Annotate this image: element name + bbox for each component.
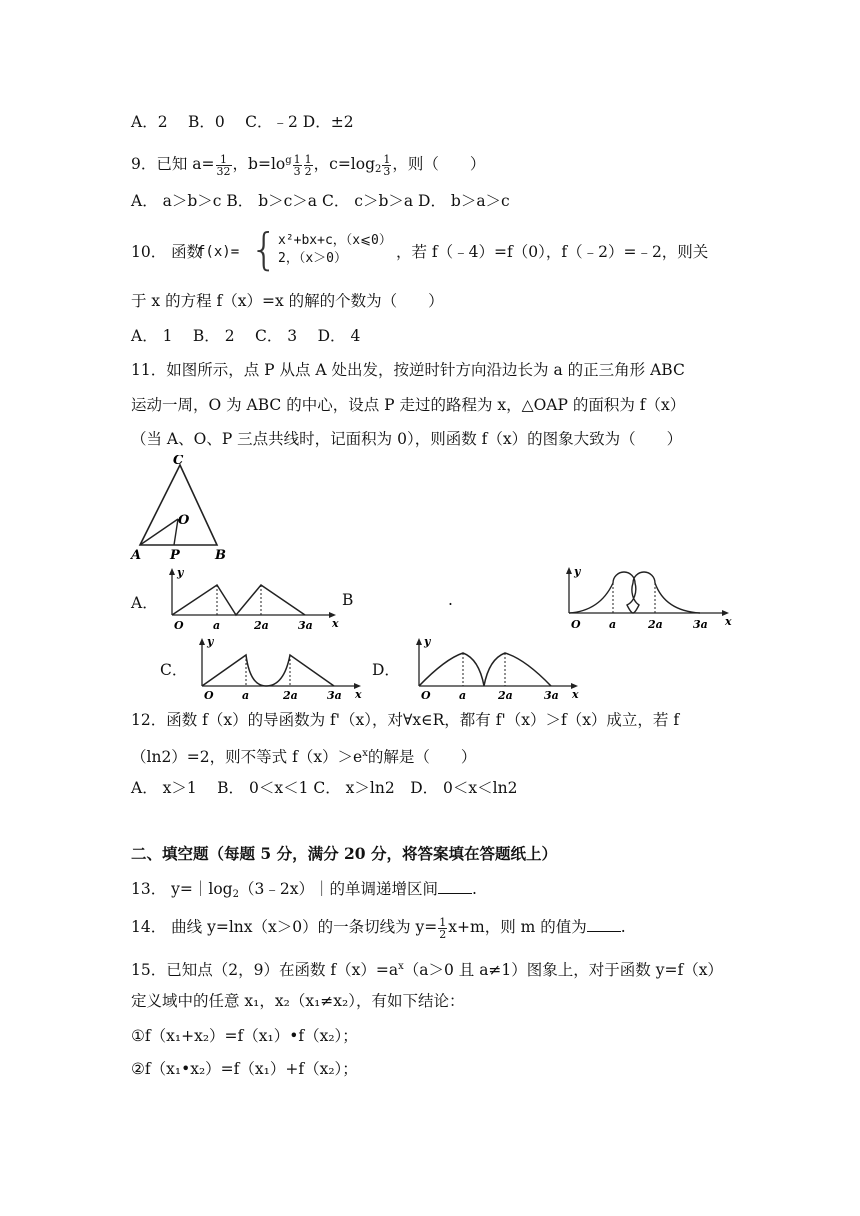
graph-a-y-label: y bbox=[177, 566, 184, 579]
q9-a-exp: 2 bbox=[223, 164, 231, 178]
q13-sub: 2 bbox=[232, 889, 239, 900]
q11-line2: 运动一周，O 为 ABC 的中心，设点 P 走过的路程为 x，△OAP 的面积为 f（x） bbox=[131, 396, 686, 414]
graph-b bbox=[555, 562, 735, 634]
option-a-label: A． bbox=[131, 594, 158, 612]
q9-b-base-den: 3 bbox=[293, 164, 301, 178]
q9-a-den: 3 bbox=[216, 164, 224, 178]
q9-b-g: g bbox=[285, 155, 292, 166]
q9-b-arg bbox=[304, 154, 313, 177]
q15-conclusion-2: ②f（x₁•x₂）=f（x₁）+f（x₂）； bbox=[131, 1060, 358, 1078]
q10-brace: { bbox=[250, 224, 278, 275]
graph-c-tick-3a: 3a bbox=[327, 689, 342, 702]
section-2-heading: 二、填空题（每题 5 分，满分 20 分，将答案填在答题纸上） bbox=[131, 844, 557, 863]
graph-b-x-label: x bbox=[725, 615, 732, 628]
q15-line1-sup: x bbox=[398, 961, 404, 972]
graph-a-origin: O bbox=[174, 619, 184, 632]
q9-c-num: 1 bbox=[383, 152, 391, 166]
label-p: P bbox=[170, 548, 180, 563]
q15-line1-a: 15．已知点（2，9）在函数 f（x）=a bbox=[131, 961, 399, 979]
graph-a-x-label: x bbox=[332, 617, 339, 630]
graph-a-tick-a: a bbox=[213, 619, 221, 632]
q9-mid2: ，c=log bbox=[313, 155, 376, 173]
label-o: O bbox=[178, 513, 190, 528]
graph-b-tick-a: a bbox=[609, 618, 617, 631]
q15-line1 bbox=[131, 956, 723, 981]
q12-line1: 12．函数 f（x）的导函数为 f'（x），对∀x∈R，都有 f'（x）＞f（x）成立，若 f bbox=[131, 711, 680, 729]
q10-options: A． 1 B． 2 C． 3 D． 4 bbox=[131, 327, 361, 345]
graph-c-tick-2a: 2a bbox=[283, 689, 298, 702]
graph-c-origin: O bbox=[204, 689, 214, 702]
graph-a-tick-2a: 2a bbox=[254, 619, 269, 632]
q10-fx: f(x)= bbox=[197, 244, 240, 260]
q14-num: 1 bbox=[439, 915, 447, 929]
graph-c-tick-a: a bbox=[242, 689, 250, 702]
graph-d-tick-3a: 3a bbox=[544, 689, 559, 702]
q14-den: 2 bbox=[439, 927, 447, 941]
graph-c bbox=[188, 631, 368, 703]
q9-c-fraction bbox=[382, 154, 391, 177]
label-b: B bbox=[215, 548, 226, 563]
triangle-figure bbox=[128, 455, 228, 563]
q11-line3: （当 A、O、P 三点共线时，记面积为 0），则函数 f（x）的图象大致为（ ） bbox=[131, 430, 683, 448]
graph-d-y-label: y bbox=[424, 635, 431, 648]
q10-piece1: x²+bx+c，（x⩽0） bbox=[278, 233, 392, 248]
q14-answer-blank[interactable] bbox=[587, 917, 621, 932]
q8-options: A．2 B．0 C．﹣2 D．±2 bbox=[131, 113, 354, 131]
graph-b-y-label: y bbox=[574, 565, 581, 578]
q10-piecewise bbox=[250, 224, 392, 275]
q9-c-den: 3 bbox=[383, 164, 391, 178]
q14-b: x+m，则 m 的值为 bbox=[448, 918, 587, 936]
graph-c-x-label: x bbox=[355, 688, 362, 701]
q13-a: 13． y=｜log bbox=[131, 880, 233, 898]
graph-b-tick-3a: 3a bbox=[693, 618, 708, 631]
graph-b-tick-2a: 2a bbox=[648, 618, 663, 631]
q14-fraction bbox=[438, 917, 447, 940]
q12-line2 bbox=[131, 743, 476, 768]
q10-prefix: 10． 函数 bbox=[131, 243, 203, 261]
option-c-label: C． bbox=[160, 661, 188, 679]
q9-suffix: ，则（ ） bbox=[392, 155, 486, 173]
triangle-abc bbox=[140, 465, 217, 545]
label-c: C bbox=[173, 455, 184, 468]
q12-line2-b: 的解是（ ） bbox=[367, 748, 477, 766]
q9-mid1: ，b=lo bbox=[232, 155, 286, 173]
graph-d-x-label: x bbox=[572, 688, 579, 701]
q10-piece2: 2，（x＞0） bbox=[278, 251, 347, 266]
q9-a-num: 1 bbox=[216, 154, 232, 166]
q10-line2: 于 x 的方程 f（x）=x 的解的个数为（ ） bbox=[131, 292, 444, 310]
graph-a bbox=[158, 563, 343, 635]
q15-line2: 定义域中的任意 x₁，x₂（x₁≠x₂），有如下结论： bbox=[131, 992, 465, 1010]
q12-line2-a: （ln2）=2，则不等式 f（x）＞e bbox=[131, 748, 363, 766]
q9-b-base-num: 1 bbox=[293, 152, 301, 166]
graph-d-tick-a: a bbox=[459, 689, 467, 702]
q9-b-base bbox=[293, 154, 302, 177]
q15-line1-b: （a＞0 且 a≠1）图象上，对于函数 y=f（x） bbox=[403, 961, 723, 979]
option-b-dot: . bbox=[448, 591, 453, 609]
graph-d-origin: O bbox=[421, 689, 431, 702]
q9-b-arg-num: 1 bbox=[304, 152, 312, 166]
q14 bbox=[131, 916, 626, 940]
q14-end: . bbox=[620, 918, 626, 936]
label-a: A bbox=[131, 548, 142, 563]
option-b-label: B bbox=[342, 591, 354, 609]
q13-answer-blank[interactable] bbox=[438, 879, 472, 894]
q14-a: 14． 曲线 y=lnx（x＞0）的一条切线为 y= bbox=[131, 918, 438, 936]
q9-b-arg-den: 2 bbox=[304, 164, 312, 178]
q11-line1: 11．如图所示，点 P 从点 A 处出发，按逆时针方向沿边长为 a 的正三角形 ABC bbox=[131, 361, 685, 379]
q13-b: （3﹣2x）｜的单调递增区间 bbox=[238, 880, 438, 898]
graph-a-tick-3a: 3a bbox=[298, 619, 313, 632]
option-d-label: D． bbox=[372, 661, 400, 679]
q9-a-fraction bbox=[216, 154, 232, 177]
q12-line2-sup: x bbox=[362, 748, 368, 759]
q9-options: A． a＞b＞c B． b＞c＞a C． c＞b＞a D． b＞a＞c bbox=[131, 192, 510, 210]
q9-stem bbox=[131, 150, 485, 181]
q10-suffix: ，若 f（﹣4）=f（0），f（﹣2）=﹣2，则关 bbox=[396, 243, 709, 261]
q9-prefix: 9．已知 a= bbox=[131, 155, 215, 173]
graph-d bbox=[405, 631, 585, 703]
graph-d-tick-2a: 2a bbox=[498, 689, 513, 702]
q15-conclusion-1: ①f（x₁+x₂）=f（x₁）•f（x₂）； bbox=[131, 1027, 358, 1045]
q9-c-base: 2 bbox=[375, 164, 382, 175]
graph-b-origin: O bbox=[571, 618, 581, 631]
q13-end: . bbox=[471, 880, 477, 898]
graph-c-y-label: y bbox=[207, 635, 214, 648]
q12-options: A． x＞1 B． 0＜x＜1 C． x＞ln2 D． 0＜x＜ln2 bbox=[131, 779, 518, 797]
q13 bbox=[131, 878, 477, 906]
